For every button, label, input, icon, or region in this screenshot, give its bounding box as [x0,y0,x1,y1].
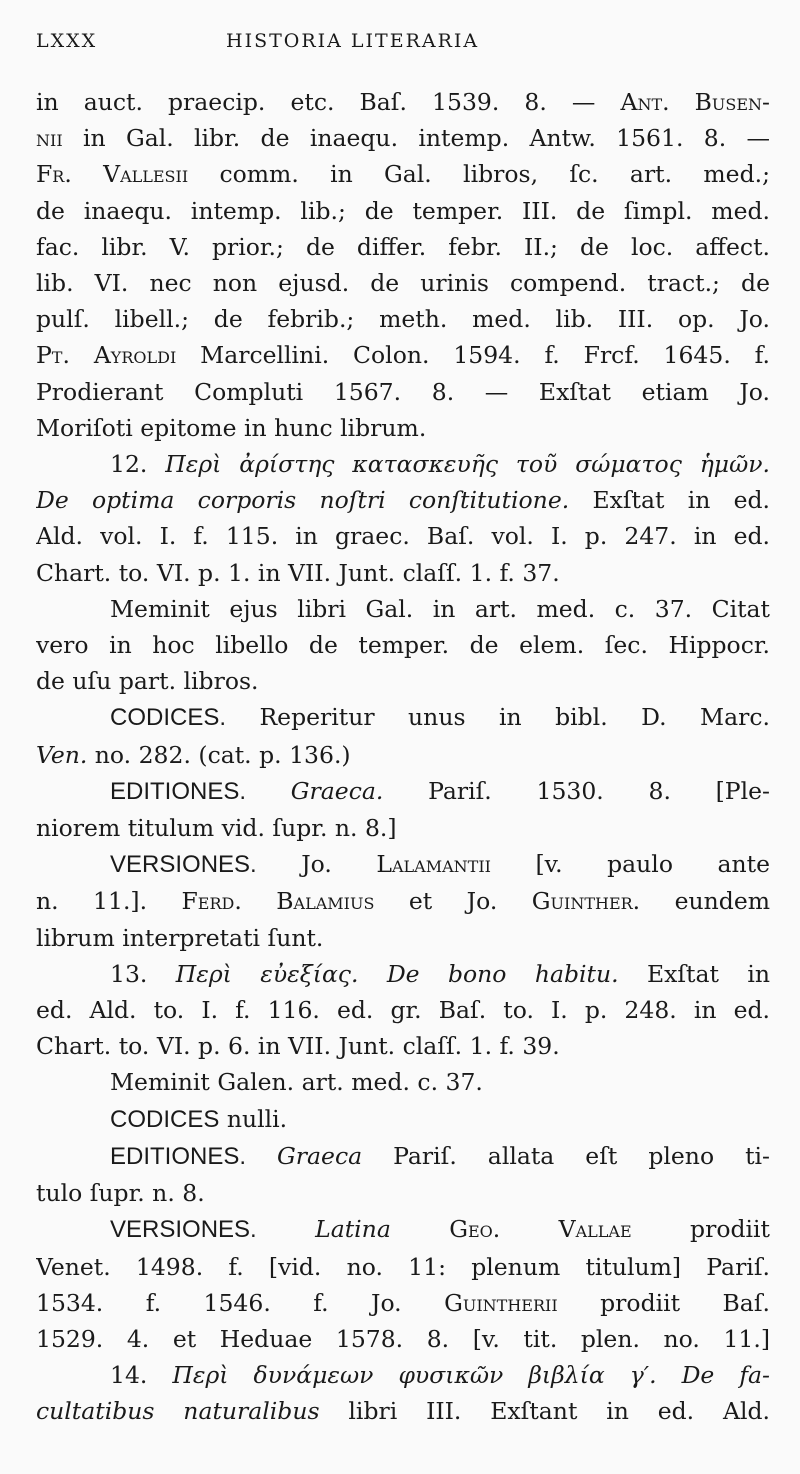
text-segment: [v. paulo ante [490,850,770,879]
text-segment: no. 282. (cat. p. 136.) [87,740,351,769]
text-segment: niorem titulum vid. ſupr. n. 8.] [36,814,397,843]
text-segment: Περὶ εὐεξίας. [175,959,359,988]
text-segment: Pt. Ayroldi [36,341,177,370]
text-segment: pulſ. libell.; de febrib.; meth. med. lib. III. op. Jo. [36,305,770,334]
text-line [36,265,770,301]
text-segment: Prodierant Compluti 1567. 8. — Exſtat etiam Jo. [36,377,770,406]
text-line [36,1211,770,1248]
text-line [36,84,770,120]
body-text [36,84,770,1430]
text-segment [257,1215,315,1243]
text-segment: Περὶ ἀρίστης κατασκευῆς τοῦ σώματος ἡμῶν. [165,450,770,479]
text-segment: Jo. [256,850,377,879]
text-line [36,1321,770,1357]
text-line [36,591,770,627]
text-segment: Marcellini. Colon. 1594. f. Frcf. 1645. f. [176,341,770,370]
text-line [36,883,770,919]
text-segment: Ferd. Balamius [181,887,375,916]
text-segment: Reperitur unus in bibl. D. Marc. [226,703,770,732]
text-segment: 13. [110,959,176,988]
text-line [36,773,770,810]
text-line [36,846,770,883]
text-line [36,810,770,846]
text-segment: Venet. 1498. f. [vid. no. 11: plenum titulum] Pariſ. [36,1252,770,1281]
text-segment: vero in hoc libello de temper. de elem. ſec. Hippocr. [36,631,770,660]
text-segment: Chart. to. VI. p. 1. in VII. Junt. claſſ. 1. f. 37. [36,558,560,587]
text-segment: libri III. Exſtant in ed. Ald. [319,1397,770,1426]
text-line [36,410,770,446]
text-line [36,301,770,337]
text-segment: librum interpretati ſunt. [36,923,324,952]
text-segment: Latina [315,1215,391,1244]
text-line [36,627,770,663]
text-segment: EDITIONES. [110,1142,247,1170]
text-line [36,555,770,591]
text-segment: prodiit [631,1215,770,1244]
text-line [36,1101,770,1138]
text-segment: De fa- [681,1361,770,1390]
text-segment: in Gal. libr. de inaequ. intemp. Antw. 1561. 8. — [62,124,770,153]
text-segment: Ald. vol. I. f. 115. in graec. Baſ. vol. I. p. 247. in ed. [36,522,770,551]
text-segment: Guinther. [531,887,641,916]
text-segment: Περὶ δυνάμεων φυσικῶν βιβλία γ′. [172,1361,657,1390]
text-segment: EDITIONES. [110,777,247,805]
text-segment: Exſtat in [618,959,770,988]
text-segment: de inaequ. intemp. lib.; de temper. III. de ſimpl. med. [36,196,770,225]
text-segment: tulo ſupr. n. 8. [36,1179,205,1208]
text-segment: Moriſoti epitome in hunc librum. [36,413,427,442]
text-line [36,992,770,1028]
text-segment: Geo. Vallae [449,1215,632,1244]
text-segment: De bono habitu. [386,959,619,988]
text-segment: CODICES [110,1105,220,1133]
text-segment: Ant. Busen- [620,88,770,116]
text-line [36,1393,770,1429]
text-segment: 1534. f. 1546. f. Jo. [36,1288,445,1317]
text-segment: 14. [110,1361,173,1390]
text-segment: Graeca [277,1141,363,1170]
text-segment: ed. Ald. to. I. f. 116. ed. gr. Baſ. to. I. p. 248. in ed. [36,996,770,1025]
page-number: LXXX [36,30,98,52]
text-segment [246,1142,277,1170]
text-segment: Graeca. [290,776,384,805]
text-segment: lib. VI. nec non ejusd. de urinis compend. tract.; de [36,269,770,298]
text-segment: nulli. [219,1104,288,1133]
text-segment [358,960,386,988]
text-line [36,229,770,265]
text-segment: VERSIONES. [110,1216,257,1244]
text-segment: 1529. 4. et Heduae 1578. 8. [v. tit. plen. no. 11.] [36,1324,770,1353]
text-line [36,337,770,373]
text-line [36,1138,770,1175]
text-segment: de uſu part. libros. [36,667,259,696]
text-segment: et Jo. [374,887,532,916]
text-segment [391,1215,449,1243]
text-line [36,1028,770,1064]
text-segment: Chart. to. VI. p. 6. in VII. Junt. claſſ. 1. f. 39. [36,1032,560,1061]
text-segment: 12. [110,450,166,479]
text-segment: Fr. Vallesii [36,160,189,189]
page-header [36,30,770,64]
text-segment: nii [36,124,63,153]
text-line [36,518,770,554]
text-segment: in auct. praecip. etc. Baſ. 1539. 8. — [36,88,621,116]
text-line [36,446,770,482]
text-line [36,1175,770,1211]
text-line [36,1285,770,1321]
text-segment: De optima corporis noſtri conſtitutione. [36,486,570,515]
text-line [36,156,770,192]
text-segment: Pariſ. 1530. 8. [Ple- [383,776,770,805]
text-segment: Lalamantii [376,850,491,879]
text-line [36,120,770,156]
text-segment: comm. in Gal. libros, ſc. art. med.; [188,160,770,189]
text-segment: prodiit Baſ. [557,1288,770,1317]
text-line [36,1249,770,1285]
text-line [36,737,770,773]
text-segment: fac. libr. V. prior.; de differ. febr. II.; de loc. affect. [36,232,770,261]
text-segment [657,1361,682,1389]
text-segment: cultatibus naturalibus [36,1397,320,1426]
text-line [36,193,770,229]
text-segment: Exſtat in ed. [569,486,770,515]
text-line [36,663,770,699]
text-segment: Ven. [36,740,88,769]
text-segment: Guintherii [444,1288,558,1317]
text-line [36,482,770,518]
text-segment [246,777,291,805]
text-segment: Meminit ejus libri Gal. in art. med. c. 37. Citat [110,594,770,623]
text-segment: eundem [640,887,770,916]
text-line [36,374,770,410]
text-segment: Meminit Galen. art. med. c. 37. [110,1068,483,1097]
text-line [36,920,770,956]
text-segment: n. 11.]. [36,887,182,916]
text-line [36,699,770,736]
running-title: HISTORIA LITERARIA [226,30,480,52]
text-line [36,1357,770,1393]
text-segment: Pariſ. allata eſt pleno ti- [362,1141,770,1170]
text-segment: VERSIONES. [110,851,257,879]
text-line [36,1064,770,1100]
text-line [36,956,770,992]
text-segment: CODICES. [110,704,227,732]
